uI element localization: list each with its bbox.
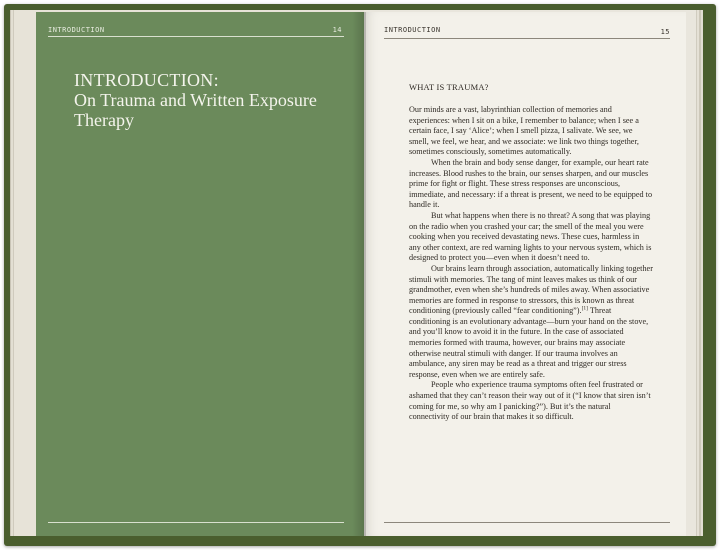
left-top-rule [48, 36, 344, 37]
right-page [364, 12, 686, 536]
right-page-number: 15 [660, 28, 670, 36]
right-bottom-rule [384, 522, 670, 523]
left-bottom-rule [48, 522, 344, 523]
paragraph-text: Threat conditioning is an evolutionary advantage—burn your hand on the stove, and you’ll know to avoid it in the future. In the case of associated memories formed with trauma, however, our brains may associate otherwise neutral stimuli with danger. If our trauma involves an ambulance, any siren may be read as a threat and trigger our stress response, even when we are entirely safe. [409, 306, 649, 379]
paragraph: But what happens when there is no threat? A song that was playing on the radio when you crashed your car; the smell of the meal you were cooking when you received devastating news. These cues, harmless in any other context, are red warning lights to your nervous system, which is designed to protect you—even when it doesn’t need to. [409, 210, 652, 263]
section-heading: WHAT IS TRAUMA? [409, 82, 489, 92]
chapter-title-line1: INTRODUCTION: [74, 70, 219, 90]
paragraph-text: Our brains learn through association, automatically linking together stimuli with memories. The tang of mint leaves makes us think of our grandmother, even when she’s hundreds of miles away. When associative memories are formed in response to stressors, this is known as threat conditioning (previously called “fear conditioning”). [409, 263, 653, 316]
left-running-head: INTRODUCTION [48, 26, 105, 34]
chapter-title-line2: On Trauma and Written Exposure Therapy [74, 90, 317, 130]
citation-marker[interactable]: [1] [581, 305, 588, 312]
paragraph: When the brain and body sense danger, for example, our heart rate increases. Blood rushes to the brain, our senses sharpen, and our muscles prime for fight or flight. These stress responses are unconscious, immediate, and necessary: if a threat is present, we need to be equipped to handle it. [409, 157, 653, 210]
paragraph: Our minds are a vast, labyrinthian collection of memories and experiences: when I sit on a bike, I remember to balance; when I see a certain face, I say ‘Alice’; when I smell pizza, I salivate. We see, we smell, we feel, we hear, and we associate: we link two things together, sometimes consciously, sometimes automatically. [409, 105, 639, 157]
right-running-head: INTRODUCTION [384, 26, 441, 34]
chapter-title [74, 70, 334, 130]
right-top-rule [384, 38, 670, 39]
left-page-number: 14 [332, 26, 342, 34]
paragraph: People who experience trauma symptoms often feel frustrated or ashamed that they can’t reason their way out of it (“I know that siren isn’t coming for me, so why am I panicking?”). But it’s the natural connectivity of our brain that makes it so difficult. [409, 380, 651, 422]
body-text [409, 105, 653, 423]
left-page [36, 12, 364, 536]
paragraph [409, 264, 653, 381]
